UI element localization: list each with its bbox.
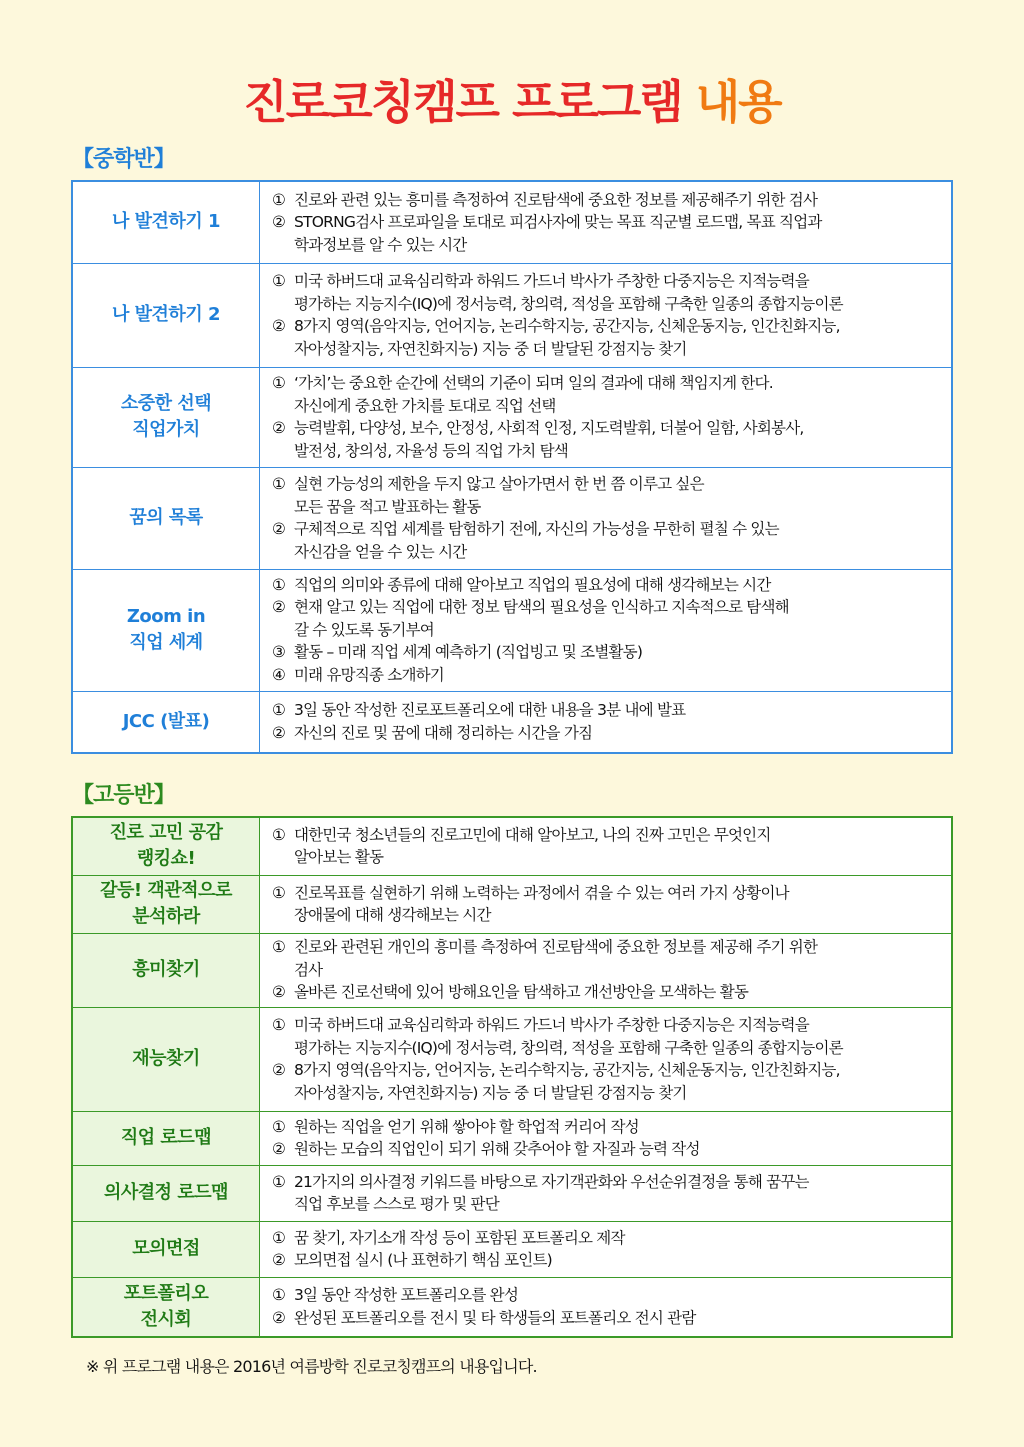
program-description: [260, 263, 953, 367]
item-text: 미국 하버드대 교육심리학과 하워드 가드너 박사가 주창한 다중지능은 지적능력을 평가하는 지능지수(IQ)에 정서능력, 창의력, 적성을 포함해 구축한 일종의 종합지능이론: [294, 1016, 843, 1057]
item-text: 원하는 직업을 얻기 위해 쌓아야 할 학업적 커리어 작성: [294, 1117, 639, 1136]
list-item: [272, 936, 945, 981]
program-name: 의사결정 로드맵: [72, 1165, 260, 1221]
table-row: [72, 875, 952, 933]
program-description: [260, 1007, 953, 1111]
middle-school-table: [71, 180, 953, 754]
list-item: [272, 722, 945, 745]
item-text: 활동 – 미래 직업 세계 예측하기 (직업빙고 및 조별활동): [294, 643, 643, 662]
table-row: [72, 1111, 952, 1165]
program-name: 재능찾기: [72, 1007, 260, 1111]
item-text: 모의면접 실시 (나 표현하기 핵심 포인트): [294, 1251, 552, 1269]
item-text: ‘가치’는 중요한 순간에 선택의 기준이 되며 일의 결과에 대해 책임지게 한다. 자신에게 중요한 가치를 토대로 직업 선택: [294, 374, 773, 415]
middle-school-label: 【중학반】: [72, 147, 175, 172]
item-text: 완성된 포트폴리오를 전시 및 타 학생들의 포트폴리오 전시 관람: [294, 1308, 696, 1327]
item-number: ②: [272, 1251, 286, 1269]
list-item: [272, 824, 945, 869]
program-name: 갈등! 객관적으로 분석하라: [72, 875, 260, 933]
program-description: [260, 181, 953, 263]
item-number: ②: [272, 317, 286, 335]
program-name: 포트폴리오 전시회: [72, 1277, 260, 1337]
item-number: ②: [272, 1061, 286, 1079]
list-item: [272, 189, 945, 212]
list-item: [272, 372, 945, 417]
program-name: 꿈의 목록: [72, 467, 260, 569]
program-description: [260, 817, 953, 875]
item-number: ①: [272, 1286, 286, 1305]
item-number: ①: [272, 1172, 286, 1191]
list-item: [272, 1227, 945, 1250]
list-item: [272, 211, 945, 256]
table-row: [72, 467, 952, 569]
list-item: [272, 417, 945, 462]
item-text: 원하는 모습의 직업인이 되기 위해 갖추어야 할 자질과 능력 작성: [294, 1140, 700, 1158]
item-number: ①: [272, 1117, 286, 1136]
item-number: ①: [272, 272, 286, 290]
program-name: 소중한 선택 직업가치: [72, 367, 260, 467]
program-name: 나 발견하기 1: [72, 181, 260, 263]
item-text: 8가지 영역(음악지능, 언어지능, 논리수학지능, 공간지능, 신체운동지능, 인간친화지능, 자아성찰지능, 자연친화지능) 지능 중 더 발달된 강점지능 찾기: [294, 1061, 840, 1102]
item-number: ④: [272, 665, 286, 684]
item-number: ①: [272, 883, 286, 902]
table-row: [72, 1277, 952, 1337]
list-item: [272, 574, 945, 597]
item-text: 3일 동안 작성한 포트폴리오를 완성: [294, 1286, 518, 1305]
item-text: 현재 알고 있는 직업에 대한 정보 탐색의 필요성을 인식하고 지속적으로 탐색해 갈 수 있도록 동기부여: [294, 598, 789, 639]
table-row: [72, 569, 952, 691]
program-description: [260, 691, 953, 753]
list-item: [272, 1171, 945, 1216]
list-item: [272, 1307, 945, 1330]
item-number: ①: [272, 1228, 286, 1247]
item-text: 자신의 진로 및 꿈에 대해 정리하는 시간을 가짐: [294, 723, 593, 742]
item-number: ①: [272, 575, 286, 594]
table-row: [72, 691, 952, 753]
item-text: 능력발휘, 다양성, 보수, 안정성, 사회적 인정, 지도력발휘, 더불어 일함, 사회봉사, 발전성, 창의성, 자율성 등의 직업 가치 탐색: [294, 419, 804, 460]
list-item: [272, 315, 945, 360]
item-number: ②: [272, 1308, 286, 1327]
program-name: 진로 고민 공감 랭킹쇼!: [72, 817, 260, 875]
item-text: 올바른 진로선택에 있어 방해요인을 탐색하고 개선방안을 모색하는 활동: [294, 983, 749, 1002]
item-number: ①: [272, 938, 286, 957]
list-item: [272, 699, 945, 722]
program-name: 흥미찾기: [72, 933, 260, 1007]
program-description: [260, 1111, 953, 1165]
list-item: [272, 1014, 945, 1059]
title-accent: 내용: [695, 75, 781, 129]
table-row: [72, 933, 952, 1007]
item-text: 진로와 관련 있는 흥미를 측정하여 진로탐색에 중요한 정보를 제공해주기 위한 검사: [294, 190, 818, 209]
high-school-label: 【고등반】: [72, 783, 175, 808]
list-item: [272, 1059, 945, 1104]
table-row: [72, 367, 952, 467]
list-item: [272, 1284, 945, 1307]
table-row: [72, 1165, 952, 1221]
item-number: ①: [272, 190, 286, 209]
item-text: 3일 동안 작성한 진로포트폴리오에 대한 내용을 3분 내에 발표: [294, 701, 686, 720]
list-item: [272, 596, 945, 641]
item-text: 꿈 찾기, 자기소개 작성 등이 포함된 포트폴리오 제작: [294, 1228, 625, 1247]
table-row: [72, 1221, 952, 1277]
item-number: ①: [272, 475, 286, 493]
program-description: [260, 875, 953, 933]
item-number: ②: [272, 723, 286, 742]
list-item: [272, 1249, 945, 1272]
list-item: [272, 473, 945, 518]
item-text: 구체적으로 직업 세계를 탐험하기 전에, 자신의 가능성을 무한히 펼칠 수 있는 자신감을 얻을 수 있는 시간: [294, 520, 779, 561]
item-text: 대한민국 청소년들의 진로고민에 대해 알아보고, 나의 진짜 고민은 무엇인지 알아보는 활동: [294, 825, 771, 867]
table-row: [72, 1007, 952, 1111]
program-name: Zoom in 직업 세계: [72, 569, 260, 691]
list-item: [272, 1138, 945, 1161]
program-description: [260, 569, 953, 691]
table-row: [72, 263, 952, 367]
item-text: 미국 하버드대 교육심리학과 하워드 가드너 박사가 주창한 다중지능은 지적능력을 평가하는 지능지수(IQ)에 정서능력, 창의력, 적성을 포함해 구축한 일종의 종합지능이론: [294, 272, 843, 313]
item-number: ②: [272, 213, 286, 231]
item-text: STORNG검사 프로파일을 토대로 피검사자에 맞는 목표 직군별 로드맵, 목표 직업과 학과정보를 알 수 있는 시간: [294, 213, 822, 254]
list-item: [272, 518, 945, 563]
program-name: 직업 로드맵: [72, 1111, 260, 1165]
program-description: [260, 1277, 953, 1337]
footnote: ※ 위 프로그램 내용은 2016년 여름방학 진로코칭캠프의 내용입니다.: [86, 1357, 537, 1376]
item-number: ③: [272, 643, 286, 662]
program-description: [260, 367, 953, 467]
list-item: [272, 882, 945, 927]
table-row: [72, 181, 952, 263]
program-description: [260, 1165, 953, 1221]
item-number: ①: [272, 825, 286, 844]
table-row: [72, 817, 952, 875]
list-item: [272, 641, 945, 664]
item-number: ②: [272, 598, 286, 617]
title-main: 진로코칭캠프 프로그램: [243, 75, 682, 129]
program-description: [260, 933, 953, 1007]
high-school-table: [71, 816, 953, 1338]
item-text: 21가지의 의사결정 키워드를 바탕으로 자기객관화와 우선순위결정을 통해 꿈꾸는 직업 후보를 스스로 평가 및 판단: [294, 1172, 809, 1213]
page-title: [0, 72, 1024, 132]
program-name: 나 발견하기 2: [72, 263, 260, 367]
item-text: 진로와 관련된 개인의 흥미를 측정하여 진로탐색에 중요한 정보를 제공해 주기 위한 검사: [294, 938, 818, 979]
item-text: 진로목표를 실현하기 위해 노력하는 과정에서 겪을 수 있는 여러 가지 상황이나 장애물에 대해 생각해보는 시간: [294, 883, 789, 924]
item-number: ①: [272, 701, 286, 720]
item-number: ②: [272, 419, 286, 437]
program-name: JCC (발표): [72, 691, 260, 753]
item-number: ②: [272, 520, 286, 538]
program-name: 모의면접: [72, 1221, 260, 1277]
item-text: 미래 유망직종 소개하기: [294, 665, 444, 684]
list-item: [272, 270, 945, 315]
item-number: ②: [272, 983, 286, 1002]
program-description: [260, 467, 953, 569]
item-text: 실현 가능성의 제한을 두지 않고 살아가면서 한 번 쯤 이루고 싶은 모든 꿈을 적고 발표하는 활동: [294, 475, 704, 516]
program-description: [260, 1221, 953, 1277]
list-item: [272, 981, 945, 1004]
item-number: ①: [272, 374, 286, 392]
list-item: [272, 1116, 945, 1139]
item-number: ②: [272, 1140, 286, 1158]
item-number: ①: [272, 1016, 286, 1034]
list-item: [272, 664, 945, 687]
item-text: 직업의 의미와 종류에 대해 알아보고 직업의 필요성에 대해 생각해보는 시간: [294, 575, 771, 594]
item-text: 8가지 영역(음악지능, 언어지능, 논리수학지능, 공간지능, 신체운동지능, 인간친화지능, 자아성찰지능, 자연친화지능) 지능 중 더 발달된 강점지능 찾기: [294, 317, 840, 358]
